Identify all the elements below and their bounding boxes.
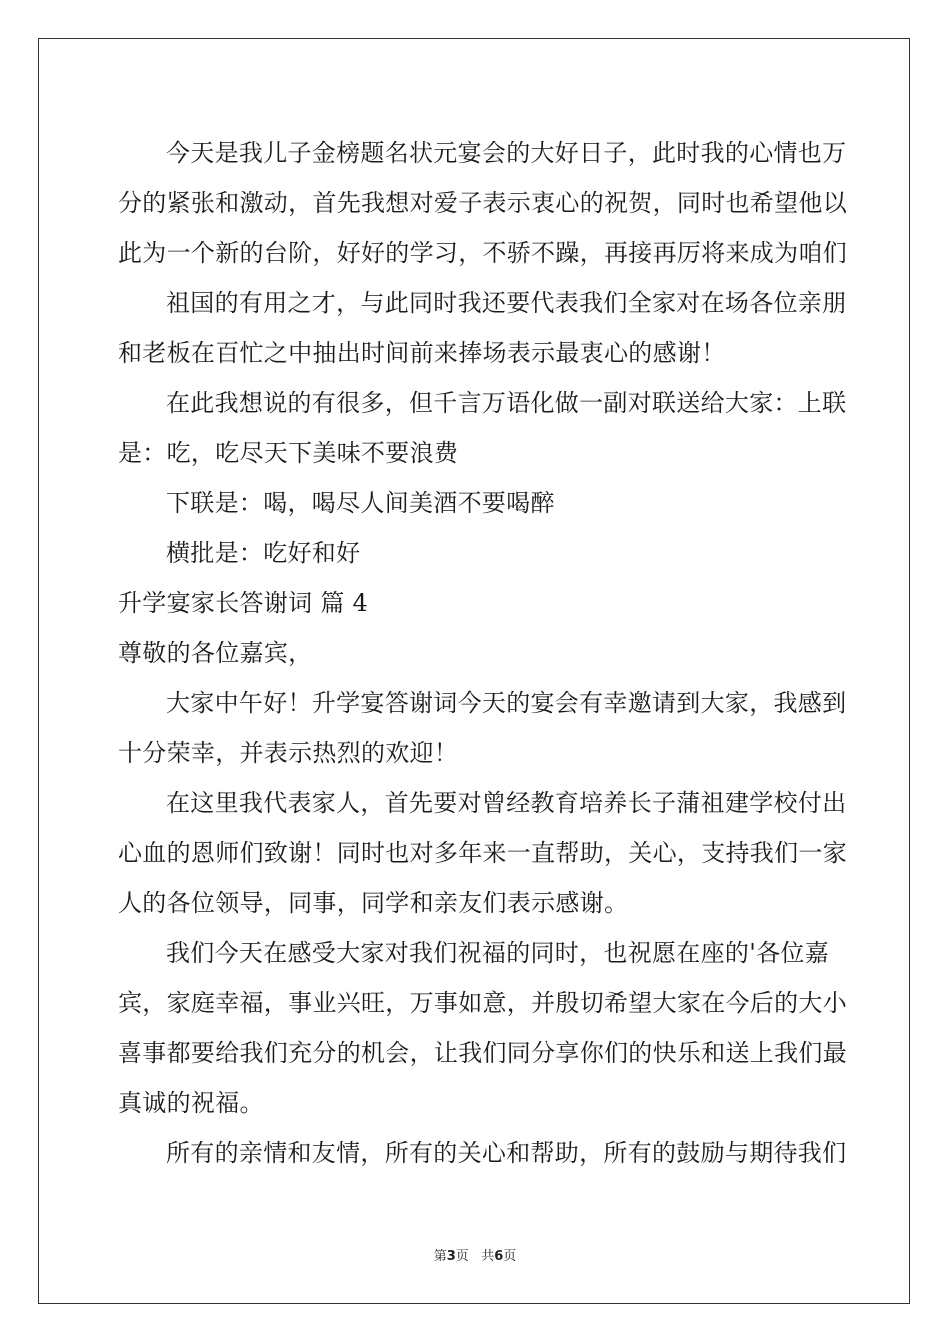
paragraph-line: 十分荣幸，并表示热烈的欢迎！ <box>118 739 459 767</box>
paragraph-line: 心血的恩师们致谢！同时也对多年来一直帮助，关心，支持我们一家 <box>118 839 847 867</box>
page-suffix: 页 <box>455 1249 469 1264</box>
page-footer <box>0 1245 950 1264</box>
paragraph-line: 在这里我代表家人，首先要对曾经教育培养长子蒲祖建学校付出 <box>166 789 847 817</box>
paragraph-line: 喜事都要给我们充分的机会，让我们同分享你们的快乐和送上我们最 <box>118 1039 847 1067</box>
document-body <box>118 128 847 1178</box>
total-prefix: 共 <box>481 1249 495 1264</box>
section-heading: 升学宴家长答谢词 篇 4 <box>118 589 369 617</box>
paragraph-line: 宾，家庭幸福，事业兴旺，万事如意，并殷切希望大家在今后的大小 <box>118 989 847 1017</box>
paragraph-line: 我们今天在感受大家对我们祝福的同时，也祝愿在座的'各位嘉 <box>166 939 829 967</box>
paragraph-line: 祖国的有用之才，与此同时我还要代表我们全家对在场各位亲朋 <box>166 289 847 317</box>
paragraph-line: 真诚的祝福。 <box>118 1089 264 1117</box>
paragraph-line: 下联是：喝，喝尽人间美酒不要喝醉 <box>166 489 555 517</box>
paragraph-line: 和老板在百忙之中抽出时间前来捧场表示最衷心的感谢！ <box>118 339 726 367</box>
paragraph-line: 此为一个新的台阶，好好的学习，不骄不躁，再接再厉将来成为咱们 <box>118 239 847 267</box>
paragraph-line: 大家中午好！升学宴答谢词今天的宴会有幸邀请到大家，我感到 <box>166 689 847 717</box>
page-prefix: 第 <box>433 1249 447 1264</box>
paragraph-line: 在此我想说的有很多，但千言万语化做一副对联送给大家：上联 <box>166 389 847 417</box>
salutation: 尊敬的各位嘉宾， <box>118 639 313 667</box>
paragraph-line: 所有的亲情和友情，所有的关心和帮助，所有的鼓励与期待我们 <box>166 1139 847 1167</box>
total-suffix: 页 <box>503 1249 517 1264</box>
page-number: 3 <box>446 1249 456 1264</box>
paragraph-line: 今天是我儿子金榜题名状元宴会的大好日子，此时我的心情也万 <box>166 139 847 167</box>
paragraph-line: 横批是：吃好和好 <box>166 539 361 567</box>
paragraph-line: 分的紧张和激动，首先我想对爱子表示衷心的祝贺，同时也希望他以 <box>118 189 847 217</box>
paragraph-line: 人的各位领导，同事，同学和亲友们表示感谢。 <box>118 889 629 917</box>
paragraph-line: 是：吃，吃尽天下美味不要浪费 <box>118 439 459 467</box>
total-pages: 6 <box>494 1249 504 1264</box>
